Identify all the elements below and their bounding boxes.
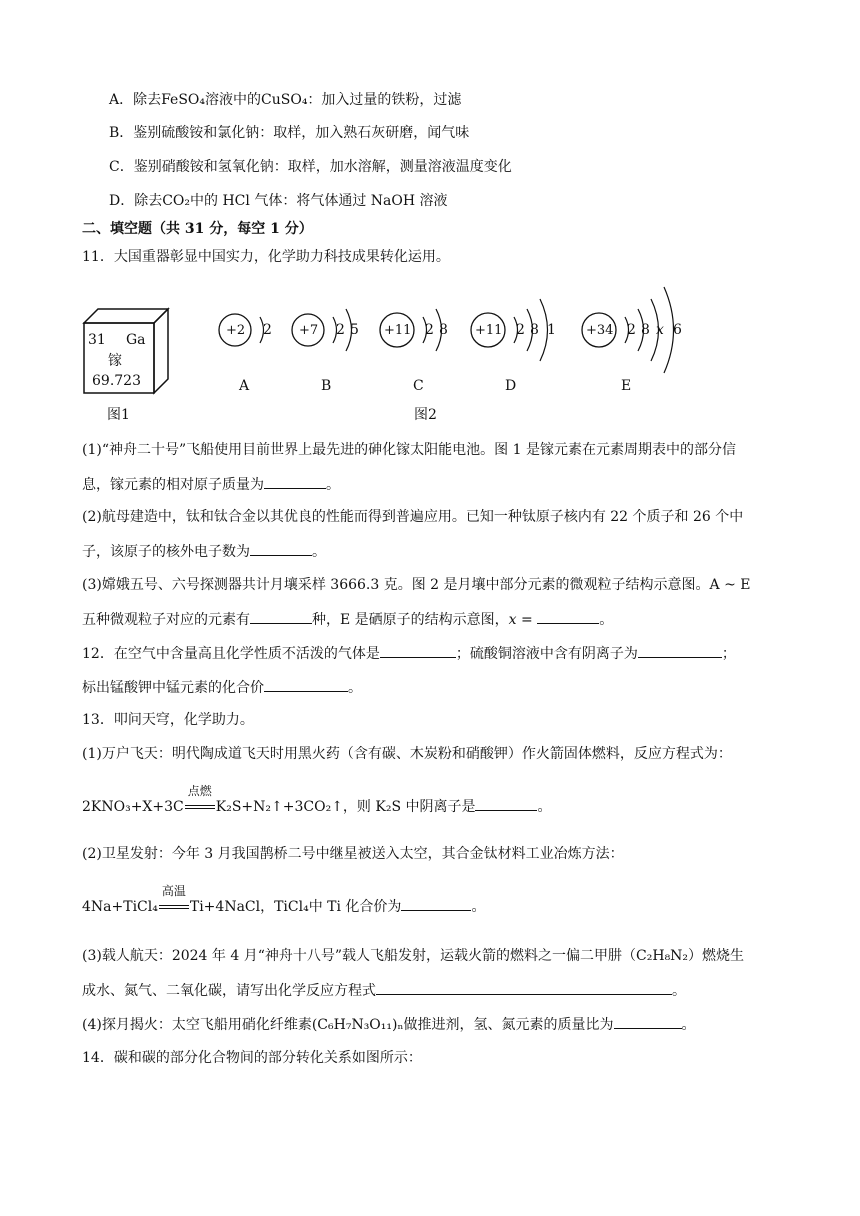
- option-a: A．除去FeSO₄溶液中的CuSO₄：加入过量的铁粉，过滤: [109, 92, 462, 108]
- q11-p1-line1: (1)“神舟二十号”飞船使用目前世界上最先进的砷化镓太阳能电池。图 1 是镓元素在元素周期表中的部分信: [82, 442, 736, 458]
- atom-e-shell-1: 2: [627, 322, 636, 338]
- atom-b-nucleus: +7: [299, 323, 319, 338]
- answer-blank[interactable]: [638, 643, 722, 658]
- atomic-mass: 69.723: [92, 373, 141, 389]
- reaction-condition: 点燃: [184, 797, 216, 817]
- atom-d-shell-3: 1: [547, 322, 556, 338]
- atom-b-label: B: [321, 378, 332, 394]
- atom-d-shell-1: 2: [516, 322, 525, 338]
- q13-p1-line1: (1)万户飞天：明代陶成道飞天时用黑火药（含有碳、木炭粉和硝酸钾）作火箭固体燃料，反应方程式为：: [82, 746, 732, 762]
- q12-line1: 12．在空气中含量高且化学性质不活泼的气体是 ；硫酸铜溶液中含有阴离子为 ；: [82, 643, 736, 664]
- q13-p3-line1: (3)载人航天：2024 年 4 月“神舟十八号”载人飞船发射，运载火箭的燃料之一偏二甲肼（C₂H₈N₂）燃烧生: [82, 948, 745, 964]
- atom-e-nucleus: +34: [586, 323, 614, 338]
- answer-blank[interactable]: [380, 643, 456, 658]
- element-name: 镓: [108, 353, 122, 369]
- atom-b-shell-1: 2: [336, 322, 345, 338]
- answer-blank[interactable]: [250, 541, 312, 556]
- figure-1-caption: 图1: [107, 407, 130, 423]
- atom-e-shell-2: 8: [641, 322, 650, 338]
- atomic-number: 31: [88, 332, 106, 348]
- atom-c-shell-2: 8: [439, 322, 448, 338]
- q13-stem: 13．叩问天穹，化学助力。: [82, 712, 254, 728]
- section-title: 二、填空题（共 31 分，每空 1 分）: [82, 221, 313, 237]
- q11-p2-line1: (2)航母建造中，钛和钛合金以其优良的性能而得到普遍应用。已知一种钛原子核内有 22 个质子和 26 个中: [82, 509, 744, 525]
- option-d: D．除去CO₂中的 HCl 气体：将气体通过 NaOH 溶液: [109, 193, 448, 209]
- atom-e-shell-3: x: [656, 322, 664, 338]
- figure-2-caption: 图2: [414, 407, 437, 423]
- q13-equation-1: 2KNO₃+X+3C 点燃 K₂S+N₂↑+3CO₂↑，则 K₂S 中阴离子是 。: [82, 784, 552, 815]
- atom-c-label: C: [413, 378, 424, 394]
- element-symbol: Ga: [126, 332, 146, 348]
- atom-c-shell-1: 2: [425, 322, 434, 338]
- answer-blank[interactable]: [401, 896, 471, 911]
- atom-d-nucleus: +11: [475, 323, 503, 338]
- answer-blank[interactable]: [475, 796, 537, 811]
- q11-stem: 11．大国重器彰显中国实力，化学助力科技成果转化运用。: [82, 249, 450, 265]
- atom-b-shell-2: 5: [350, 322, 359, 338]
- q13-p3-line2: 成水、氮气、二氧化碳，请写出化学反应方程式 。: [82, 980, 686, 1001]
- atom-c-nucleus: +11: [384, 323, 412, 338]
- option-c: C．鉴别硝酸铵和氢氧化钠：取样，加水溶解，测量溶液温度变化: [109, 159, 512, 175]
- figure-1: [82, 305, 172, 395]
- q11-p3-line2: 五种微观粒子对应的元素有 种，E 是硒原子的结构示意图，x = 。: [82, 609, 613, 630]
- q11-p1-line2: 息，镓元素的相对原子质量为 。: [82, 474, 340, 495]
- q11-p3-line1: (3)嫦娥五号、六号探测器共计月壤采样 3666.3 克。图 2 是月壤中部分元素的微观粒子结构示意图。A ~ E: [82, 577, 751, 593]
- answer-blank[interactable]: [614, 1014, 682, 1029]
- answer-blank[interactable]: [537, 609, 599, 624]
- q13-p2-line1: (2)卫星发射：今年 3 月我国鹊桥二号中继星被送入太空，其合金钛材料工业冶炼方法：: [82, 846, 624, 862]
- atom-a-label: A: [239, 378, 250, 394]
- q13-equation-2: 4Na+TiCl₄ 高温 Ti+4NaCl，TiCl₄中 Ti 化合价为 。: [82, 884, 486, 915]
- q13-p4-line1: (4)探月揭火：太空飞船用硝化纤维素(C₆H₇N₃O₁₁)ₙ做推进剂，氢、氮元素的质量比为 。: [82, 1014, 696, 1035]
- answer-blank[interactable]: [250, 609, 312, 624]
- atom-d-label: D: [505, 378, 517, 394]
- answer-blank[interactable]: [376, 980, 672, 995]
- atom-a-shell-1: 2: [263, 322, 272, 338]
- answer-blank[interactable]: [264, 677, 348, 692]
- q14-stem: 14．碳和碳的部分化合物间的部分转化关系如图所示：: [82, 1050, 422, 1066]
- reaction-condition: 高温: [158, 897, 190, 917]
- atom-d-shell-2: 8: [530, 322, 539, 338]
- q12-line2: 标出锰酸钾中锰元素的化合价 。: [82, 677, 362, 698]
- answer-blank[interactable]: [264, 474, 326, 489]
- atom-a-nucleus: +2: [226, 323, 246, 338]
- q11-p2-line2: 子，该原子的核外电子数为 。: [82, 541, 326, 562]
- atom-e-label: E: [621, 378, 632, 394]
- option-b: B．鉴别硫酸铵和氯化钠：取样，加入熟石灰研磨，闻气味: [109, 125, 470, 141]
- atom-e-shell-4: 6: [673, 322, 682, 338]
